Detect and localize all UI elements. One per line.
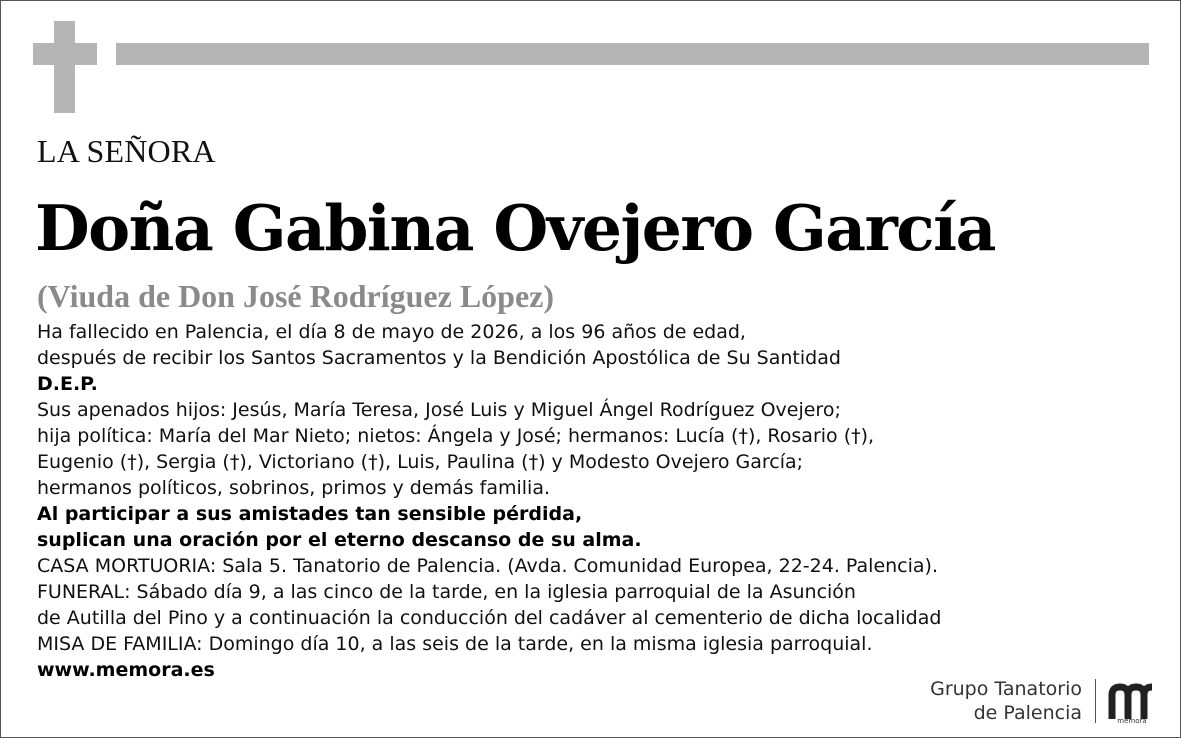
body-line: después de recibir los Santos Sacramentos y la Bendición Apostólica de Su Santidad [37,347,841,369]
request-line: Al participar a sus amistades tan sensible pérdida, [37,503,583,525]
logo-text [930,677,1082,725]
body-line: Eugenio (†), Sergia (†), Victoriano (†), Luis, Paulina (†) y Modesto Ovejero García; [37,451,804,473]
title-label: LA SEÑORA [37,133,216,169]
logo-line-2: de Palencia [973,702,1082,724]
body-line: Sus apenados hijos: Jesús, María Teresa, José Luis y Miguel Ángel Rodríguez Ovejero; [37,399,841,421]
body-line: CASA MORTUORIA: Sala 5. Tanatorio de Palencia. (Avda. Comunidad Europea, 22-24. Palencia). [37,555,938,577]
body-line: hija política: María del Mar Nieto; nietos: Ángela y José; hermanos: Lucía (†), Rosario (†), [37,425,875,447]
cross-icon [54,21,75,113]
header-bar [116,43,1149,65]
widow-note: (Viuda de Don José Rodríguez López) [37,278,555,314]
cross-icon-arm [33,43,97,65]
body-line: hermanos políticos, sobrinos, primos y demás familia. [37,477,551,499]
deceased-name: Doña Gabina Ovejero García [35,191,995,265]
body-line: Ha fallecido en Palencia, el día 8 de mayo de 2026, a los 96 años de edad, [37,321,746,343]
website-link[interactable]: www.memora.es [37,659,215,681]
logo-line-1: Grupo Tanatorio [930,678,1082,700]
dep-line: D.E.P. [37,373,98,395]
body-line: de Autilla del Pino y a continuación la conducción del cadáver al cementerio de dicha localidad [37,607,942,629]
obituary-body [37,319,1157,683]
request-line: suplican una oración por el eterno descanso de su alma. [37,529,642,551]
logo-divider [1095,679,1096,723]
body-line: MISA DE FAMILIA: Domingo día 10, a las seis de la tarde, en la misma iglesia parroquial. [37,633,873,655]
funeral-home-logo [918,677,1168,727]
body-line: FUNERAL: Sábado día 9, a las cinco de la tarde, en la iglesia parroquial de la Asunción [37,581,856,603]
logo-brand-small: mémora [1117,717,1147,725]
